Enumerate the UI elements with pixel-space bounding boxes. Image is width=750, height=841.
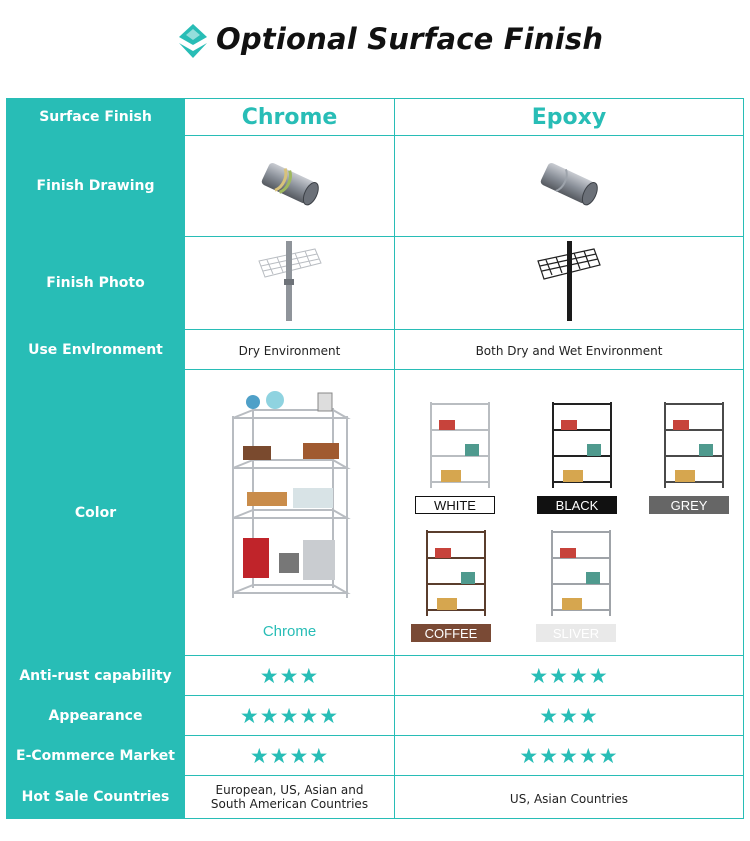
- star-icon: ★: [559, 703, 579, 728]
- chrome-hot-sale-line1: European, US, Asian and: [215, 783, 364, 797]
- star-icon: ★: [299, 663, 320, 688]
- color-swatch-silver: SLIVER: [536, 624, 616, 642]
- row-label-anti-rust: Anti-rust capability: [7, 656, 185, 696]
- star-icon: ★: [539, 703, 560, 728]
- star-icon: ★: [279, 703, 300, 728]
- star-icon: ★: [539, 743, 560, 768]
- epoxy-tube-drawing: [534, 154, 604, 214]
- star-icon: ★: [279, 663, 300, 688]
- star-icon: ★: [569, 663, 589, 688]
- star-icon: ★: [588, 663, 609, 688]
- shelf-photo-black: [547, 392, 617, 492]
- epoxy-header: Epoxy: [395, 99, 744, 136]
- chrome-drawing-cell: [185, 136, 395, 237]
- color-swatch-coffee: COFFEE: [411, 624, 491, 642]
- epoxy-photo-cell: [395, 237, 744, 330]
- chrome-color-caption: Chrome: [262, 623, 317, 640]
- chrome-tube-drawing: [255, 154, 325, 214]
- row-label-hot-sale: Hot Sale Countries: [7, 776, 185, 819]
- header-row: [7, 99, 744, 136]
- row-label-finish-drawing: Finish Drawing: [7, 136, 185, 237]
- star-icon: ★: [309, 743, 330, 768]
- finish-photo-row: [7, 237, 744, 330]
- hot-sale-row: [7, 776, 744, 819]
- star-icon: ★: [559, 743, 579, 768]
- star-rating: [250, 744, 329, 768]
- star-icon: ★: [578, 743, 599, 768]
- color-row: [7, 370, 744, 656]
- star-rating: [529, 664, 608, 688]
- shelf-photo-coffee: [421, 520, 491, 620]
- shelf-photo-white: [425, 392, 495, 492]
- color-swatch-white: WHITE: [415, 496, 495, 514]
- star-icon: ★: [259, 663, 280, 688]
- environment-row: [7, 330, 744, 370]
- star-icon: ★: [319, 703, 340, 728]
- chrome-hot-sale-line2: South American Countries: [210, 797, 369, 811]
- anti-rust-row: [7, 656, 744, 696]
- chrome-photo-cell: [185, 237, 395, 330]
- row-label-finish-photo: Finish Photo: [7, 237, 185, 330]
- star-rating: [539, 704, 598, 728]
- star-rating: [260, 664, 319, 688]
- star-rating: [240, 704, 339, 728]
- star-icon: ★: [519, 743, 540, 768]
- star-icon: ★: [578, 703, 599, 728]
- page-title: Optional Surface Finish: [216, 22, 604, 56]
- star-icon: ★: [239, 703, 260, 728]
- epoxy-color-cell: [395, 370, 744, 656]
- chrome-color-cell: [185, 370, 395, 656]
- diamond-logo-icon: [176, 23, 210, 59]
- chrome-finish-photo: [255, 241, 325, 321]
- appearance-row: [7, 696, 744, 736]
- color-swatch-black: BLACK: [537, 496, 617, 514]
- finish-comparison-table: [6, 98, 744, 819]
- finish-drawing-row: [7, 136, 744, 237]
- shelf-photo-silver: [546, 520, 616, 620]
- chrome-hot-sale: [185, 776, 395, 819]
- row-label-environment: Use Envlronment: [7, 330, 185, 370]
- epoxy-ecommerce-stars: [395, 736, 744, 776]
- star-icon: ★: [259, 703, 280, 728]
- epoxy-drawing-cell: [395, 136, 744, 237]
- star-icon: ★: [289, 743, 310, 768]
- epoxy-environment: Both Dry and Wet Environment: [395, 330, 744, 370]
- row-label-ecommerce: E-Commerce Market: [7, 736, 185, 776]
- chrome-environment: Dry Environment: [185, 330, 395, 370]
- row-label-surface-finish: Surface Finish: [7, 99, 185, 136]
- chrome-shelf-photo: [223, 388, 358, 613]
- chrome-header: Chrome: [185, 99, 395, 136]
- shelf-photo-grey: [659, 392, 729, 492]
- row-label-color: Color: [7, 370, 185, 656]
- star-rating: [519, 744, 618, 768]
- row-label-appearance: Appearance: [7, 696, 185, 736]
- epoxy-hot-sale: US, Asian Countries: [395, 776, 744, 819]
- star-icon: ★: [529, 663, 550, 688]
- color-swatch-grey: GREY: [649, 496, 729, 514]
- title-bar: [0, 0, 750, 90]
- star-icon: ★: [249, 743, 270, 768]
- star-icon: ★: [598, 743, 619, 768]
- chrome-anti-rust-stars: [185, 656, 395, 696]
- ecommerce-row: [7, 736, 744, 776]
- chrome-appearance-stars: [185, 696, 395, 736]
- chrome-ecommerce-stars: [185, 736, 395, 776]
- star-icon: ★: [269, 743, 290, 768]
- epoxy-appearance-stars: [395, 696, 744, 736]
- epoxy-anti-rust-stars: [395, 656, 744, 696]
- star-icon: ★: [549, 663, 569, 688]
- star-icon: ★: [299, 703, 320, 728]
- epoxy-finish-photo: [534, 241, 604, 321]
